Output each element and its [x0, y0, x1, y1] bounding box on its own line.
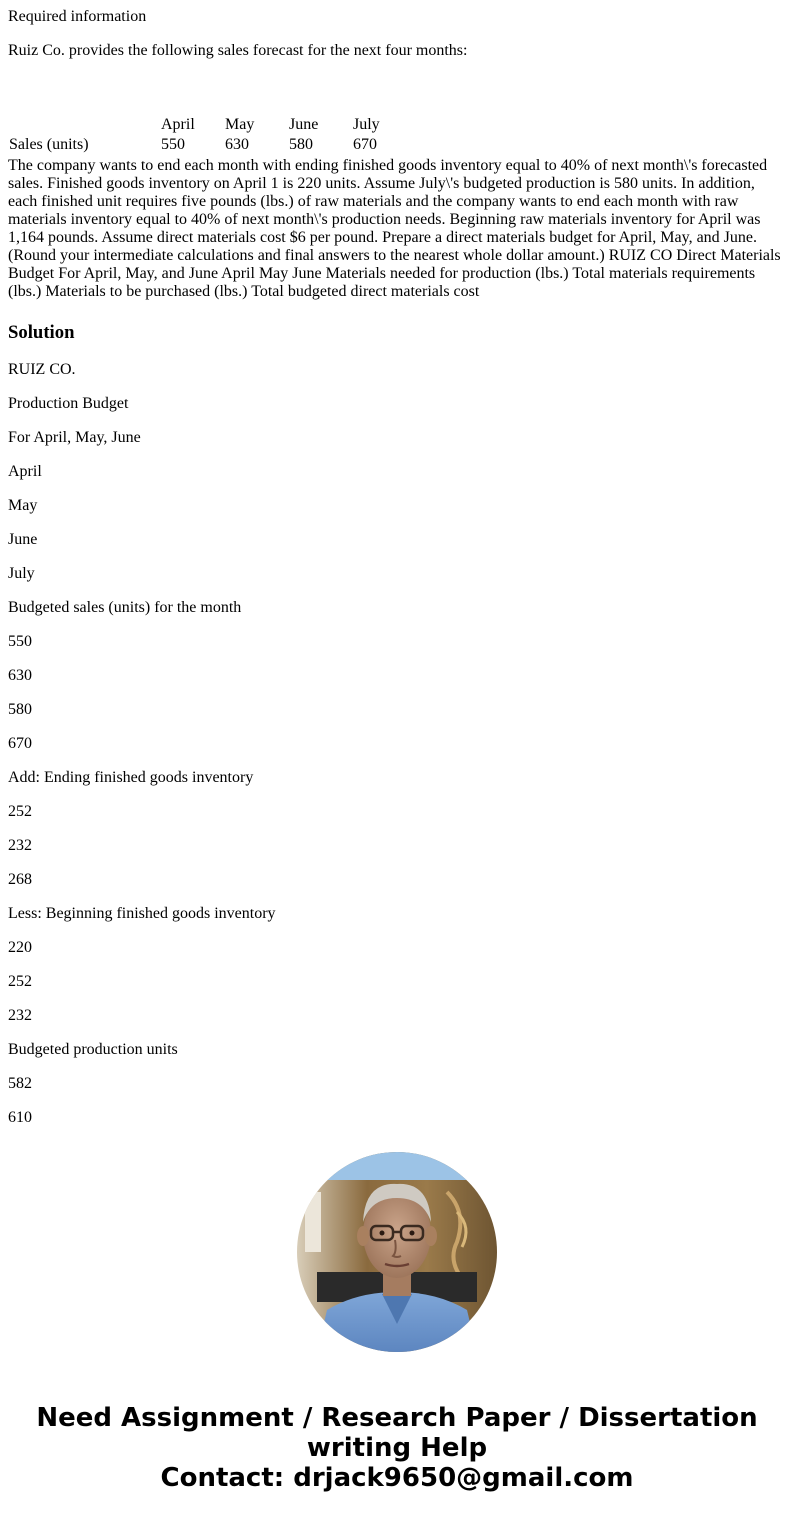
document-body: [8, 0, 786, 1127]
solution-line: 582: [8, 1075, 32, 1092]
table-row: [8, 136, 414, 154]
table-header-row: [8, 116, 414, 134]
solution-line: June: [8, 531, 38, 548]
solution-line: 580: [8, 701, 32, 718]
problem-statement: The company wants to end each month with ending finished goods inventory equal to 40% of next month\'s forecasted sales. Finished goods inventory on April 1 is 220 units. Assume July\'s budgeted production is 580 units. In addition, each finished unit requires five pounds (lbs.) of raw materials and the company wants to end each month with raw materials inventory equal to 40% of next month\'s production needs. Beginning raw materials inventory for April was 1,164 pounds. Assume direct materials cost $6 per pound. Prepare a direct materials budget for April, May, and June. (Round your intermediate calculations and final answers to the nearest whole dollar amount.) RUIZ CO Direct Materials Budget For April, May, and June April May June Materials needed for production (lbs.) Total materials requirements (lbs.) Materials to be purchased (lbs.) Total budgeted direct materials cost: [8, 157, 781, 300]
solution-line: 232: [8, 1007, 32, 1024]
solution-heading: Solution: [8, 322, 75, 343]
cell-may-sales: 630: [225, 136, 249, 153]
solution-line: 630: [8, 667, 32, 684]
solution-line: 670: [8, 735, 32, 752]
row-label-sales-units: Sales (units): [9, 136, 89, 153]
solution-line: For April, May, June: [8, 429, 141, 446]
column-header-may: May: [225, 116, 255, 133]
solution-line: RUIZ CO.: [8, 361, 76, 378]
solution-line: 610: [8, 1109, 32, 1126]
ad-line-2: writing Help: [306, 1433, 488, 1463]
solution-line: Production Budget: [8, 395, 129, 412]
solution-line: 550: [8, 633, 32, 650]
table-corner-cell: [8, 116, 158, 134]
solution-line: 220: [8, 939, 32, 956]
solution-line: 232: [8, 837, 32, 854]
contact-email: Contact: drjack9650@gmail.com: [160, 1463, 634, 1493]
solution-line: Add: Ending finished goods inventory: [8, 769, 254, 786]
column-header-april: April: [161, 116, 195, 133]
cell-april-sales: 550: [161, 136, 185, 153]
cell-june-sales: 580: [289, 136, 313, 153]
column-header-june: June: [289, 116, 319, 133]
intro-text: Ruiz Co. provides the following sales forecast for the next four months:: [8, 42, 468, 59]
column-header-july: July: [353, 116, 380, 133]
solution-line: May: [8, 497, 38, 514]
solution-line: 268: [8, 871, 32, 888]
ad-line-1: Need Assignment / Research Paper / Dissertation: [36, 1403, 758, 1433]
solution-line: July: [8, 565, 35, 582]
person-portrait-icon: [297, 1152, 497, 1352]
sales-forecast-table: [6, 114, 416, 156]
solution-line: Budgeted sales (units) for the month: [8, 599, 242, 616]
cell-july-sales: 670: [353, 136, 377, 153]
solution-line: 252: [8, 803, 32, 820]
solution-lines: [8, 361, 786, 1127]
solution-line: April: [8, 463, 42, 480]
contact-text: [0, 1403, 794, 1493]
solution-line: 252: [8, 973, 32, 990]
required-info-label: Required information: [8, 8, 147, 25]
tutor-advertisement: [0, 1152, 794, 1493]
solution-line: Less: Beginning finished goods inventory: [8, 905, 276, 922]
solution-line: Budgeted production units: [8, 1041, 178, 1058]
